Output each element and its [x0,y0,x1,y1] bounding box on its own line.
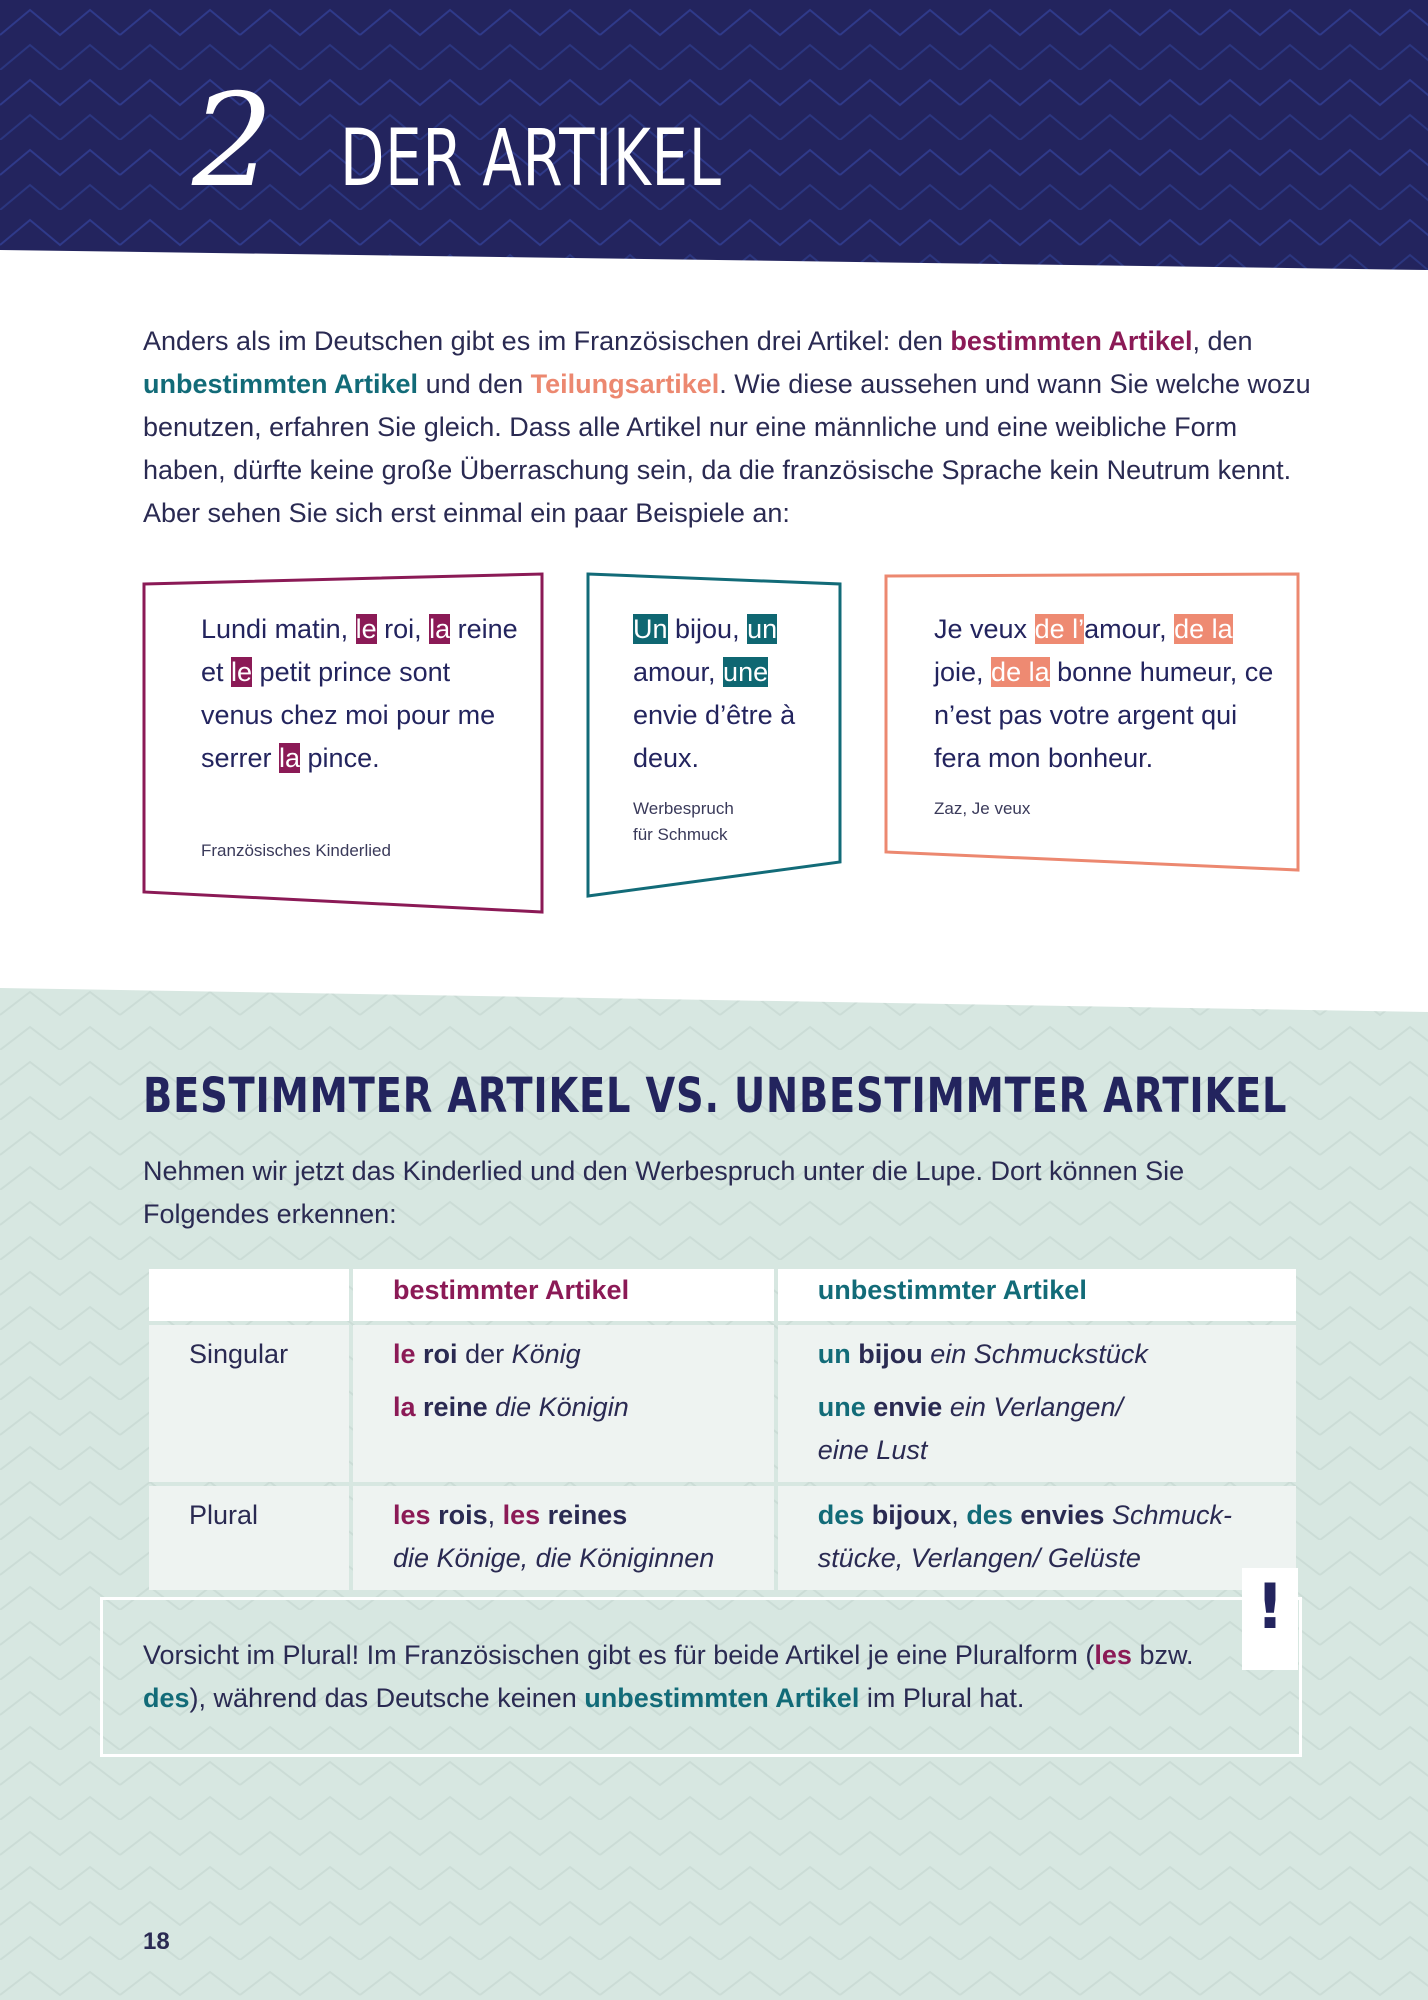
quote-source-kinderlied: Französisches Kinderlied [201,841,391,860]
intro-paragraph: Anders als im Deutschen gibt es im Französischen drei Artikel: den bestimmten Artikel, den unbestimmten Artikel und den Teilungsartikel. Wie diese aussehen und wann Sie welche wozu benutzen, erfahren Sie gleich. Dass alle Artikel nur eine männliche und eine weibliche Form haben, dürfte keine große Überraschung sein, da die französische Sprache kein Neutrum kennt. Aber sehen Sie sich erst einmal ein paar Beispiele an: [143,326,1311,528]
section-title: BESTIMMTER ARTIKEL VS. UNBESTIMMTER ARTIKEL [143,1068,1288,1124]
quote-text-werbespruch: Un bijou, un amour, une envie d’être à deux. [633,614,796,773]
chapter-number: 2 [192,67,274,216]
quote-text-zaz: Je veux de l’amour, de la joie, de la bonne humeur, ce n’est pas votre argent qui fera mon bonheur. [934,614,1274,773]
cell-plural-definite: les rois, les reines die Könige, die Königinnen [353,1486,774,1590]
table-header-indefinite: unbestimmter Artikel [778,1269,1296,1321]
table-header-definite: bestimmter Artikel [353,1269,774,1321]
cell-plural-indefinite: des bijoux, des envies Schmuck- stücke, Verlangen/ Gelüste [778,1486,1296,1590]
quote-text-kinderlied: Lundi matin, le roi, la reine et le petit prince sont venus chez moi pour me serrer la pince. [201,614,518,773]
cell-singular-definite: le roi der König la reine die Königin [353,1325,774,1482]
note-text: Vorsicht im Plural! Im Französischen gibt es für beide Artikel je eine Pluralform (les bzw. des), während das Deutsche keinen unbestimmten Artikel im Plural hat. [143,1640,1194,1713]
quote-source-zaz: Zaz, Je veux [934,799,1031,818]
keyword-unbestimmter-artikel: unbestimmten Artikel [143,369,419,399]
row-label-plural: Plural [149,1486,349,1590]
article-table [145,1265,1300,1594]
cell-singular-indefinite: un bijou ein Schmuckstück une envie ein Verlangen/ eine Lust [778,1325,1296,1482]
table-row [149,1325,1296,1482]
table-header-empty [149,1269,349,1321]
chapter-title: DER ARTIKEL [340,114,722,204]
table-header-row [149,1269,1296,1321]
section-paragraph: Nehmen wir jetzt das Kinderlied und den Werbespruch unter die Lupe. Dort können Sie Folgendes erkennen: [143,1156,1185,1229]
page-number: 18 [143,1928,170,1955]
quote-source-werbespruch: Werbespruch für Schmuck [633,799,734,844]
table-row [149,1486,1296,1590]
keyword-teilungsartikel: Teilungsartikel [530,369,720,399]
exclamation-icon: ! [1242,1568,1298,1670]
chapter-header [0,0,1428,282]
keyword-bestimmter-artikel: bestimmten Artikel [950,326,1193,356]
row-label-singular: Singular [149,1325,349,1482]
